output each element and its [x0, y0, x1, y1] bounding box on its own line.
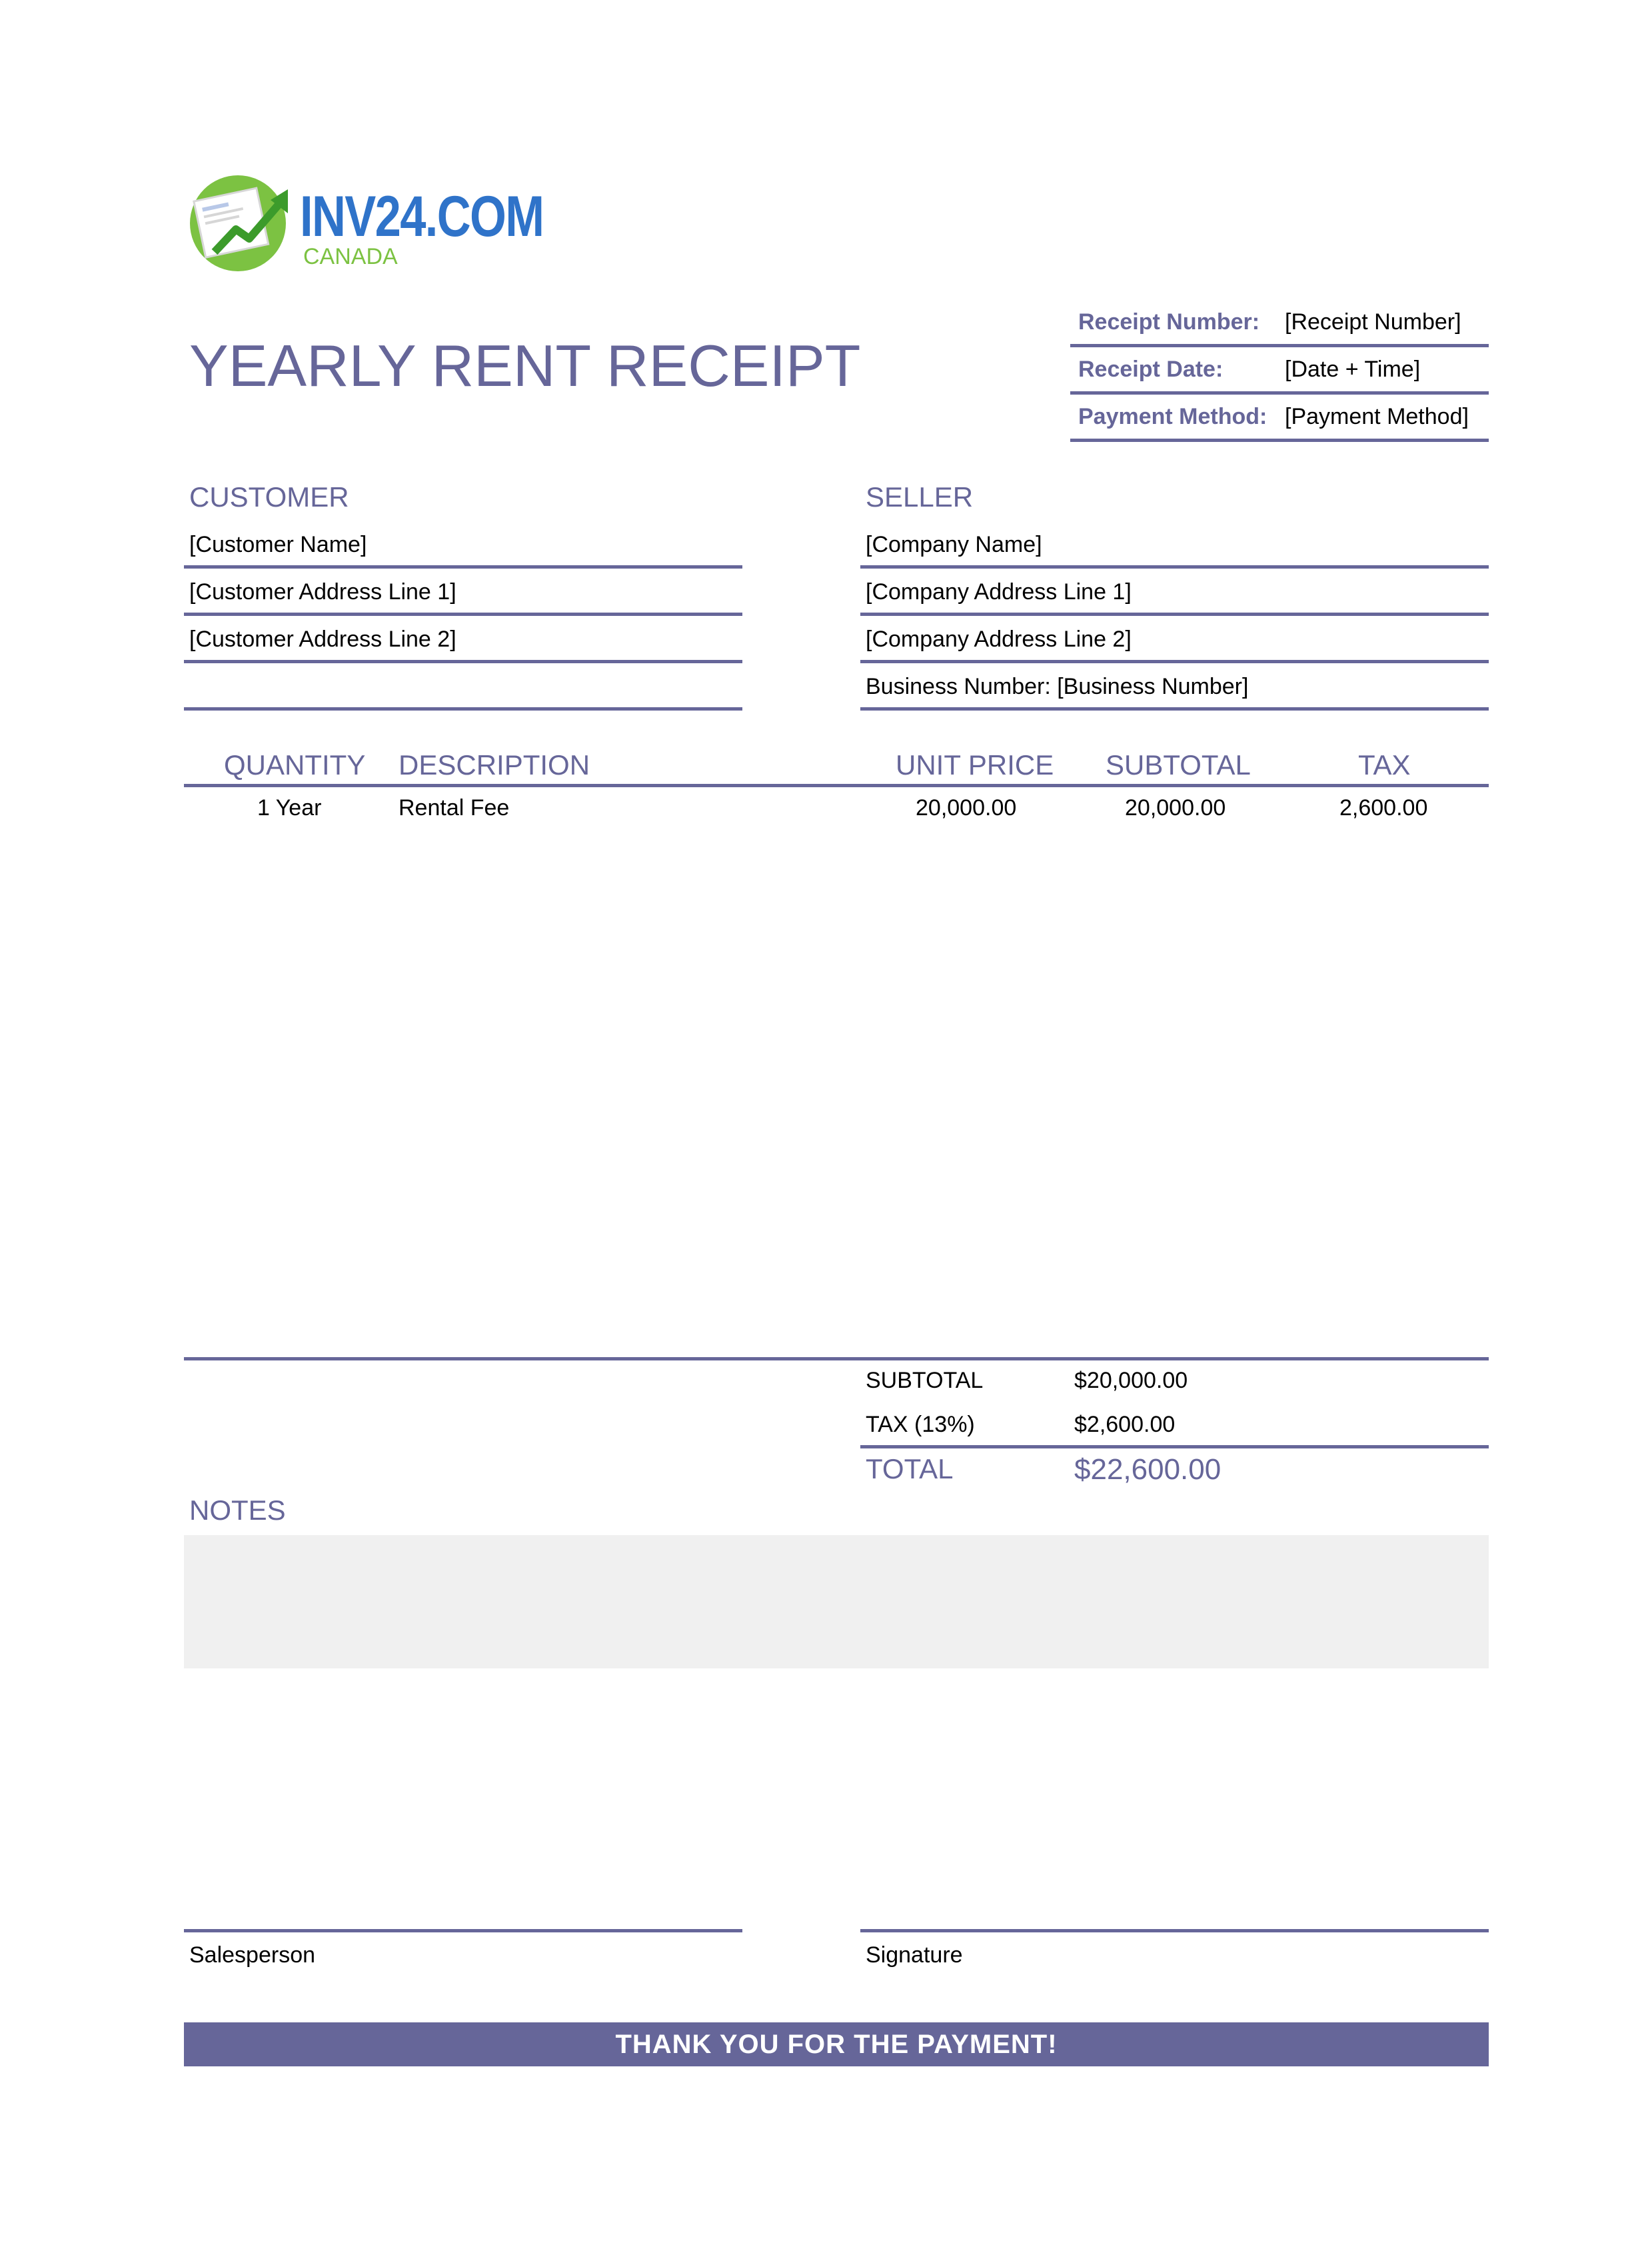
tax-value: $2,600.00 — [1074, 1412, 1176, 1437]
meta-value[interactable]: [Receipt Number] — [1285, 309, 1461, 335]
meta-value[interactable]: [Date + Time] — [1285, 357, 1421, 382]
salesperson-signature-line — [184, 1929, 742, 1932]
cell-tax: 2,600.00 — [1339, 795, 1428, 821]
seller-business-number[interactable]: Business Number: [Business Number] — [866, 674, 1249, 699]
customer-name[interactable]: [Customer Name] — [189, 532, 367, 557]
customer-name-line — [184, 521, 742, 569]
total-divider — [860, 1445, 1489, 1448]
meta-row-payment-method — [1070, 395, 1489, 442]
col-quantity: QUANTITY — [224, 749, 366, 781]
subtotal-value: $20,000.00 — [1074, 1368, 1188, 1393]
meta-row-receipt-date — [1070, 347, 1489, 395]
seller-heading: SELLER — [866, 481, 974, 513]
seller-business-number-line — [860, 663, 1489, 711]
notes-box[interactable] — [184, 1535, 1489, 1668]
total-value: $22,600.00 — [1074, 1453, 1222, 1486]
salesperson-label: Salesperson — [189, 1942, 316, 1968]
seller-address-2[interactable]: [Company Address Line 2] — [866, 627, 1132, 652]
meta-row-receipt-number — [1070, 300, 1489, 347]
meta-label: Receipt Date: — [1078, 357, 1224, 382]
signature-label: Signature — [866, 1942, 963, 1968]
total-label: TOTAL — [866, 1453, 954, 1484]
logo-region: CANADA — [303, 244, 398, 269]
customer-address-2-line — [184, 616, 742, 663]
cell-quantity: 1 Year — [257, 795, 322, 821]
cell-subtotal: 20,000.00 — [1125, 795, 1226, 821]
customer-extra-line — [184, 663, 742, 711]
seller-address-2-line — [860, 616, 1489, 663]
seller-name[interactable]: [Company Name] — [866, 532, 1042, 557]
page-title: YEARLY RENT RECEIPT — [189, 333, 861, 399]
tax-label: TAX (13%) — [866, 1412, 975, 1437]
customer-address-1-line — [184, 569, 742, 616]
subtotal-label: SUBTOTAL — [866, 1368, 984, 1393]
signature-line — [860, 1929, 1489, 1932]
customer-address-1[interactable]: [Customer Address Line 1] — [189, 579, 456, 605]
notes-heading: NOTES — [189, 1494, 286, 1526]
seller-address-1[interactable]: [Company Address Line 1] — [866, 579, 1132, 605]
col-tax: TAX — [1358, 749, 1411, 781]
meta-label: Receipt Number: — [1078, 309, 1260, 335]
table-row[interactable] — [184, 787, 1489, 830]
totals-divider — [184, 1357, 1489, 1360]
col-description: DESCRIPTION — [399, 749, 590, 781]
customer-heading: CUSTOMER — [189, 481, 349, 513]
col-subtotal: SUBTOTAL — [1106, 749, 1251, 781]
logo-wordmark: INV24.COM — [300, 185, 544, 249]
thank-you-banner: THANK YOU FOR THE PAYMENT! — [184, 2022, 1489, 2066]
seller-address-1-line — [860, 569, 1489, 616]
col-unit-price: UNIT PRICE — [896, 749, 1054, 781]
customer-address-2[interactable]: [Customer Address Line 2] — [189, 627, 456, 652]
cell-description: Rental Fee — [399, 795, 510, 821]
meta-label: Payment Method: — [1078, 404, 1267, 429]
seller-name-line — [860, 521, 1489, 569]
items-table-header — [184, 741, 1489, 787]
meta-value[interactable]: [Payment Method] — [1285, 404, 1469, 429]
cell-unit-price: 20,000.00 — [916, 795, 1017, 821]
